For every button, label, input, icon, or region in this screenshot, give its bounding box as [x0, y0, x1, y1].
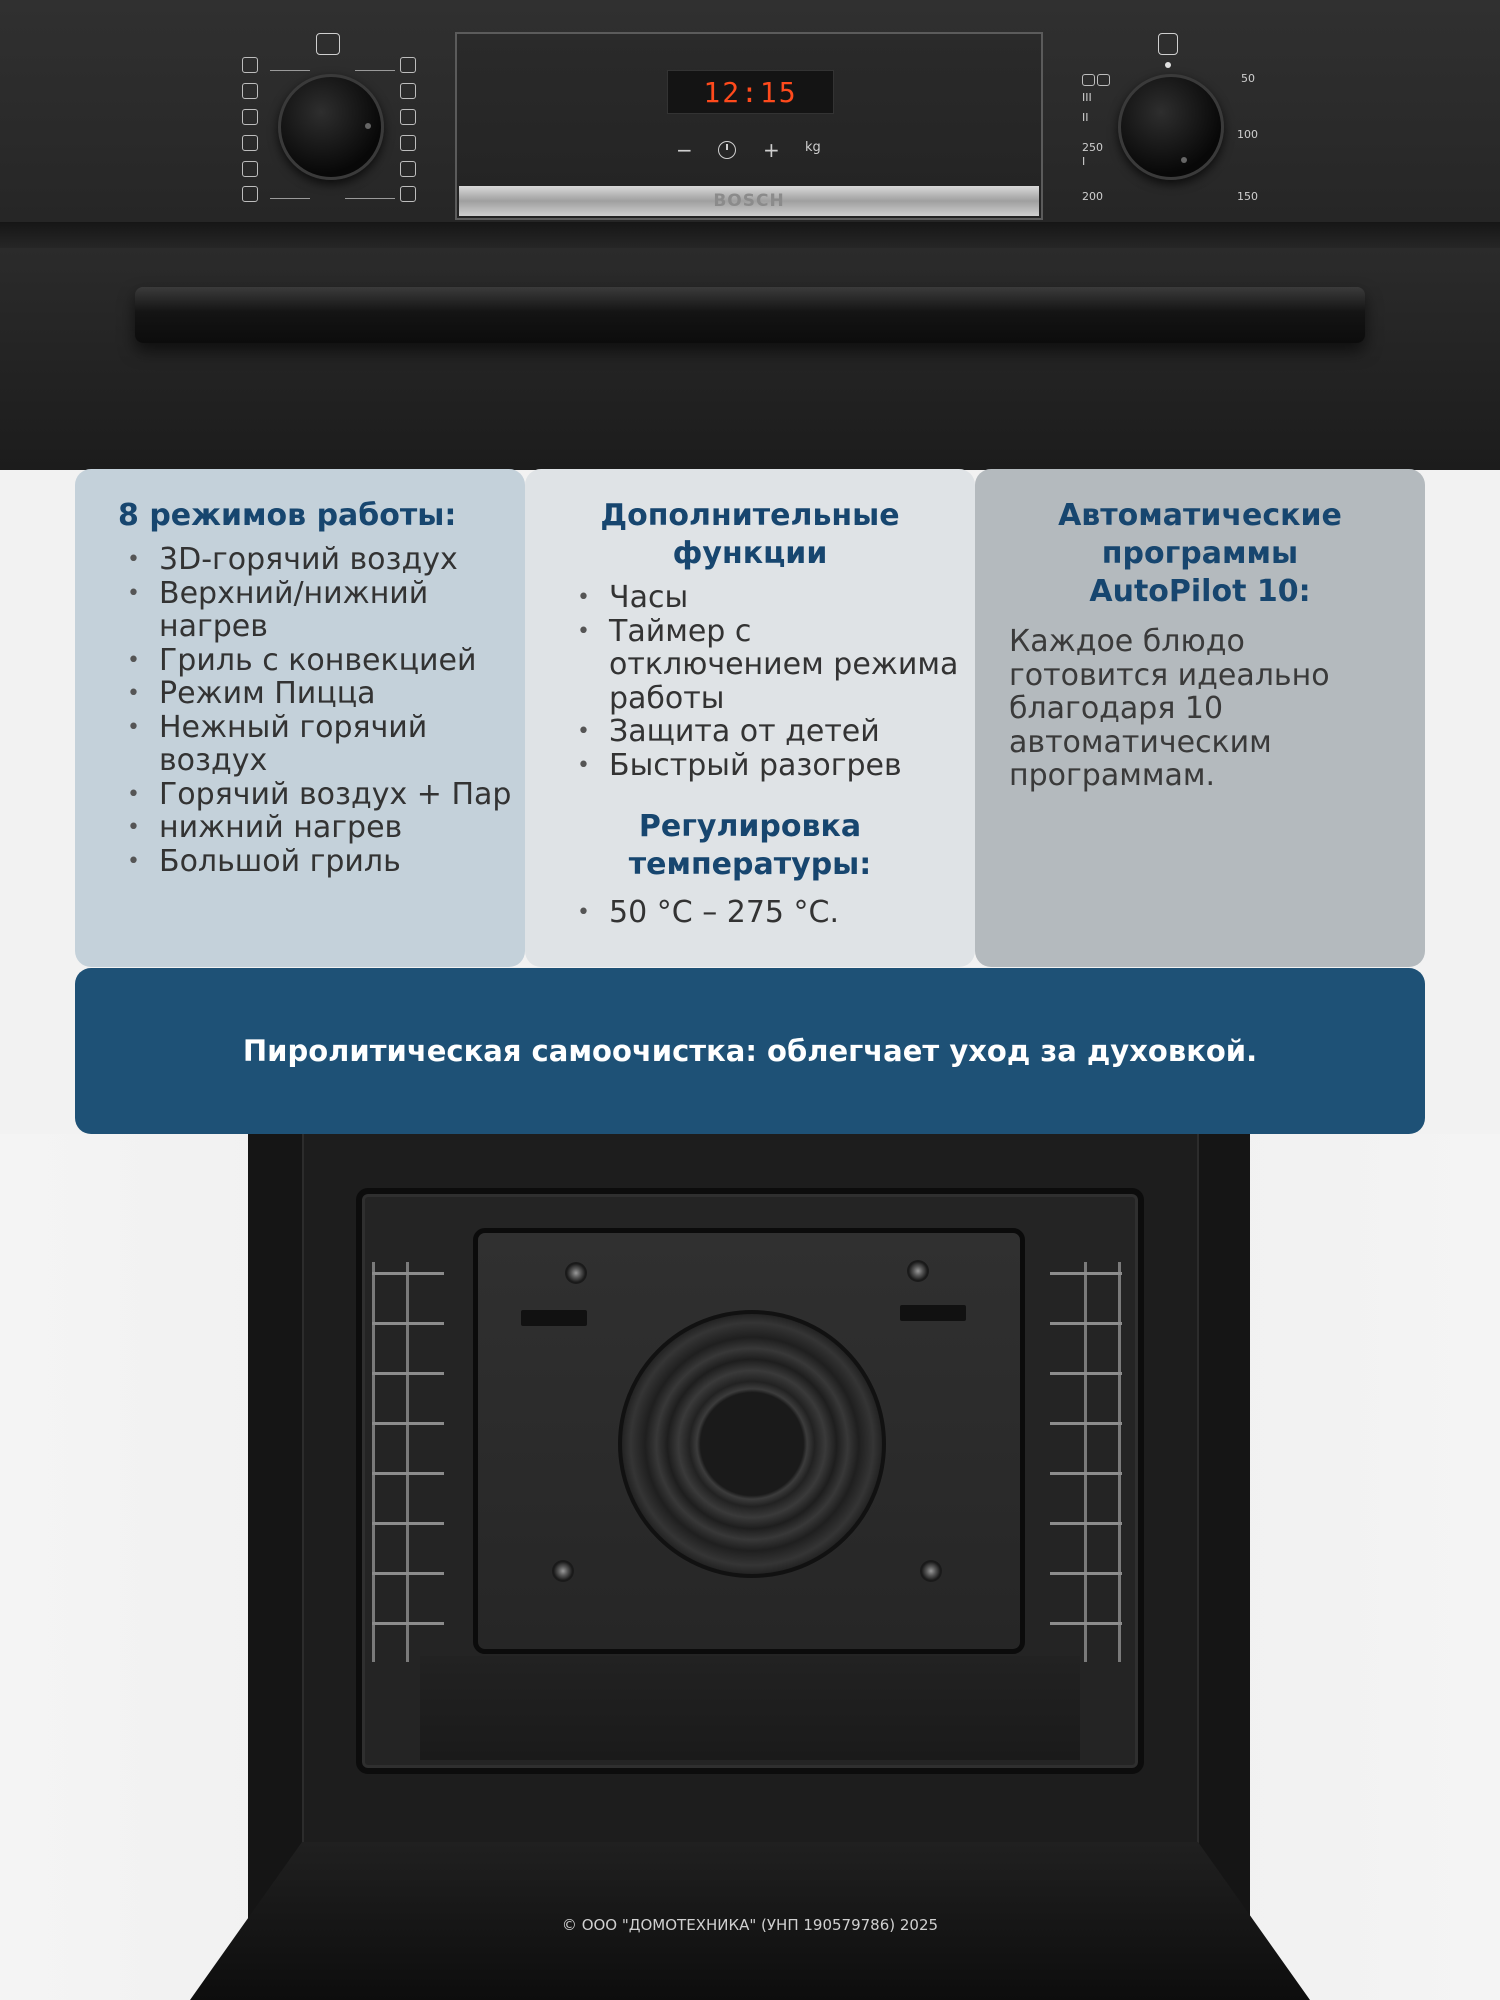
hot-air-mode-icon: [242, 83, 258, 99]
functions-title: Дополнительные функции: [600, 498, 900, 571]
pyrolysis-banner: [75, 968, 1425, 1134]
function-list-item: • Быстрый разогрев: [525, 749, 975, 783]
rack-rail: [372, 1622, 444, 1625]
fan-mode-icon: [400, 57, 416, 73]
autopilot-mode-icon: [242, 186, 258, 202]
scale-line: [355, 70, 395, 71]
oven-top-photo: [0, 0, 1500, 470]
vent-slot: [521, 1310, 587, 1326]
modes-card: [75, 469, 525, 967]
screw: [907, 1260, 929, 1282]
convection-fan: [618, 1310, 886, 1578]
grill-label-2: II: [1082, 111, 1089, 124]
plus-button[interactable]: +: [763, 138, 780, 162]
brand-logo: BOSCH: [459, 186, 1039, 216]
rack-rail: [372, 1472, 444, 1475]
scale-line: [270, 70, 310, 71]
mode-list-item: • Верхний/нижний нагрев: [75, 577, 525, 644]
defrost-mode-icon: [242, 57, 258, 73]
grill-level-icon: [1082, 74, 1095, 86]
scale-line: [345, 198, 395, 199]
temperature-title: Регулировка температуры:: [628, 809, 872, 882]
top-bottom-heat-icon: [400, 83, 416, 99]
autopilot-title: Автоматические программы AutoPilot 10:: [1058, 498, 1342, 609]
modes-title: 8 режимов работы:: [118, 498, 457, 533]
rack-right: [1046, 1262, 1126, 1662]
mode-selector-knob[interactable]: [278, 74, 384, 180]
rack-rail: [1050, 1422, 1122, 1425]
indicator-dot: [1165, 62, 1171, 68]
time-display: 12:15: [667, 70, 834, 114]
screw: [552, 1560, 574, 1582]
rack-rail: [1050, 1372, 1122, 1375]
feature-cards: [75, 469, 1425, 967]
scale-line: [270, 198, 310, 199]
mode-list-item: • нижний нагрев: [75, 811, 525, 845]
autopilot-card: [975, 469, 1425, 967]
mode-list-item: • Гриль с конвекцией: [75, 644, 525, 678]
mode-list-item: • Большой гриль: [75, 845, 525, 879]
rack-left: [368, 1262, 448, 1662]
rack-rail: [372, 1272, 444, 1275]
screw: [565, 1262, 587, 1284]
mode-list-item: • Горячий воздух + Пар: [75, 778, 525, 812]
grill-convection-icon: [400, 109, 416, 125]
modes-list: [75, 543, 525, 878]
oven-door: [0, 248, 1500, 470]
mode-list-item: • 3D-горячий воздух: [75, 543, 525, 577]
temperature-list: [525, 896, 975, 930]
pizza-mode-icon: [242, 109, 258, 125]
temp-label-200: 200: [1082, 190, 1103, 203]
grill-label-3: III: [1082, 91, 1092, 104]
screw: [920, 1560, 942, 1582]
temp-label-100: 100: [1237, 128, 1258, 141]
autopilot-description: Каждое блюдо готовится идеально благодаря 10 автоматическим программам.: [1009, 624, 1330, 793]
door-handle: [135, 287, 1365, 343]
rack-rail: [1050, 1622, 1122, 1625]
functions-list: [525, 581, 975, 782]
functions-card: [525, 469, 975, 967]
rack-rail: [1050, 1522, 1122, 1525]
cleaning-mode-icon: [400, 186, 416, 202]
minus-button[interactable]: −: [676, 138, 693, 162]
function-list-item: • Защита от детей: [525, 715, 975, 749]
grill-level-icon: [1097, 74, 1110, 86]
vent-slot: [900, 1305, 966, 1321]
rack-rail: [1050, 1322, 1122, 1325]
temperature-knob[interactable]: [1118, 74, 1224, 180]
rack-rail: [372, 1572, 444, 1575]
rack-rail: [372, 1522, 444, 1525]
rack-rail: [1050, 1572, 1122, 1575]
more-programs-icon: [316, 33, 340, 55]
clock-icon[interactable]: [718, 141, 736, 159]
rack-rail: [1050, 1472, 1122, 1475]
rack-rail: [372, 1422, 444, 1425]
oven-floor: [420, 1656, 1080, 1760]
rack-rail: [372, 1372, 444, 1375]
copyright-text: © ООО "ДОМОТЕХНИКА" (УНП 190579786) 2025: [561, 1916, 939, 1934]
gentle-air-mode-icon: [242, 135, 258, 151]
temp-label-50: 50: [1241, 72, 1255, 85]
rack-rail: [372, 1322, 444, 1325]
panel-seam: [0, 222, 1500, 248]
weight-button[interactable]: kg: [805, 140, 821, 155]
temp-label-250: 250: [1082, 141, 1103, 154]
bottom-heat-icon: [400, 135, 416, 151]
temp-label-150: 150: [1237, 190, 1258, 203]
pyrolysis-text: Пиролитическая самоочистка: облегчает уход за духовкой.: [242, 1034, 1258, 1068]
function-list-item: • Часы: [525, 581, 975, 615]
function-list-item: • Таймер с отключением режима работы: [525, 615, 975, 716]
mode-list-item: • Режим Пицца: [75, 677, 525, 711]
temperature-list-item: • 50 °C – 275 °C.: [525, 896, 975, 930]
mode-list-item: • Нежный горячий воздух: [75, 711, 525, 778]
rack-rail: [1050, 1272, 1122, 1275]
thermometer-icon: [1158, 33, 1178, 55]
grill-label-1: I: [1082, 155, 1086, 168]
steam-mode-icon: [242, 161, 258, 177]
large-grill-icon: [400, 161, 416, 177]
